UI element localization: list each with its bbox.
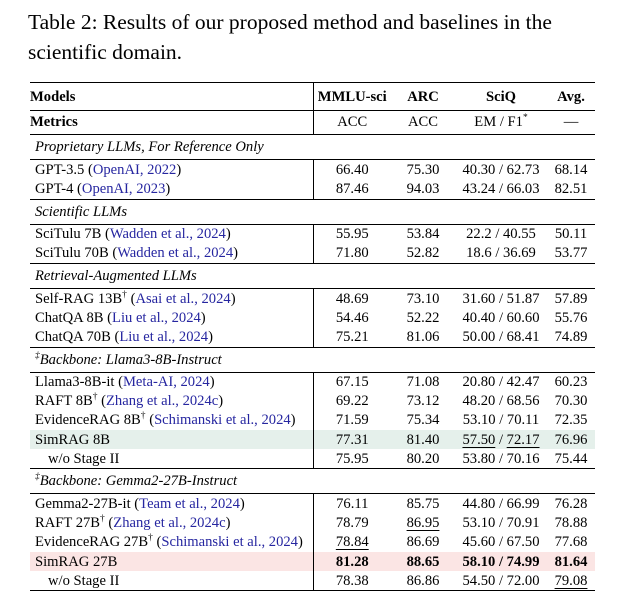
- section-label: [30, 135, 595, 160]
- table-row: [30, 392, 595, 411]
- superscript-mark: †: [148, 533, 153, 544]
- text-segment: ): [239, 496, 245, 513]
- text-segment: 20.80 / 42.47: [462, 374, 540, 391]
- results-table: [30, 82, 595, 591]
- value-cell: [455, 571, 547, 591]
- value-cell: [313, 533, 391, 552]
- text-segment: 53.80 / 70.16: [462, 450, 540, 467]
- text-segment: 74.89: [554, 328, 588, 345]
- text-segment: ): [209, 374, 215, 391]
- value-cell: [391, 392, 455, 411]
- value-cell: [391, 514, 455, 533]
- text-segment: 75.34: [406, 412, 440, 429]
- citation-link[interactable]: Zhang et al., 2024c: [113, 515, 226, 532]
- model-cell: [30, 533, 313, 552]
- table-row: [30, 514, 595, 533]
- text-segment: ChatQA 8B (: [35, 309, 113, 326]
- value-cell: [313, 372, 391, 392]
- section-row: [30, 199, 595, 224]
- text-segment: ): [225, 226, 231, 243]
- text-segment: 60.23: [554, 374, 588, 391]
- model-cell: [30, 327, 313, 347]
- text-segment: 80.20: [406, 450, 440, 467]
- text-segment: —: [563, 114, 579, 131]
- text-segment: 75.95: [335, 450, 369, 467]
- table-row: [30, 244, 595, 264]
- text-segment: MMLU-sci: [317, 89, 387, 106]
- text-segment: 52.82: [406, 245, 440, 262]
- text-segment: (: [97, 393, 106, 410]
- text-segment: w/o Stage II: [48, 572, 120, 589]
- model-cell: [30, 83, 313, 111]
- model-cell: [30, 111, 313, 135]
- text-segment: 77.68: [554, 534, 588, 551]
- text-segment: 40.30 / 62.73: [462, 161, 540, 178]
- value-cell: [455, 244, 547, 264]
- text-segment: 71.08: [406, 374, 440, 391]
- value-cell: [391, 372, 455, 392]
- model-cell: [30, 288, 313, 308]
- text-segment: ): [230, 290, 236, 307]
- text-segment: 76.96: [554, 431, 588, 448]
- value-cell: [391, 571, 455, 591]
- text-segment: 81.06: [406, 328, 440, 345]
- superscript-mark: *: [522, 113, 528, 124]
- value-cell: [547, 430, 595, 449]
- table-row: [30, 494, 595, 514]
- text-segment: 81.40: [406, 431, 440, 448]
- table-row: [30, 224, 595, 244]
- table-row: [30, 327, 595, 347]
- text-segment: 50.11: [554, 226, 588, 243]
- section-row: [30, 347, 595, 372]
- text-segment: Self-RAG 13B: [35, 290, 123, 307]
- text-segment: SciTulu 7B (: [35, 226, 110, 243]
- text-segment: SciTulu 70B (: [35, 245, 118, 262]
- value-cell: [391, 288, 455, 308]
- text-segment: Metrics: [30, 114, 78, 131]
- text-segment: 68.14: [554, 161, 588, 178]
- text-segment: 81.64: [554, 553, 588, 570]
- table-row: [30, 449, 595, 469]
- text-segment: ChatQA 70B (: [35, 328, 120, 345]
- text-segment: GPT-3.5 (: [35, 161, 93, 178]
- table-caption: Table 2: Results of our proposed method and baselines in the scientific domain.: [28, 10, 552, 65]
- value-cell: [455, 372, 547, 392]
- text-segment: 43.24 / 66.03: [462, 180, 540, 197]
- model-cell: [30, 494, 313, 514]
- superscript-mark: †: [140, 411, 146, 422]
- value-cell: [391, 411, 455, 430]
- text-segment: 75.30: [406, 161, 440, 178]
- value-cell: [391, 111, 455, 135]
- value-cell: [455, 179, 547, 199]
- value-cell: [547, 533, 595, 552]
- value-cell: [547, 308, 595, 327]
- table-row: [30, 533, 595, 552]
- text-segment: ): [208, 328, 213, 345]
- text-segment: 57.89: [554, 290, 588, 307]
- text-segment: (: [126, 290, 136, 307]
- text-segment: 53.84: [406, 226, 440, 243]
- value-cell: [391, 160, 455, 180]
- value-cell: [455, 552, 547, 571]
- text-segment: Backbone: Gemma2-27B-Instruct: [39, 473, 238, 490]
- value-cell: [547, 372, 595, 392]
- text-segment: 85.75: [406, 496, 440, 513]
- value-cell: [455, 514, 547, 533]
- value-cell: [547, 224, 595, 244]
- text-segment: 54.46: [335, 309, 369, 326]
- value-cell: [455, 533, 547, 552]
- value-cell: [391, 179, 455, 199]
- text-segment: ): [225, 515, 231, 532]
- section-label: [30, 263, 595, 288]
- header-row: [30, 83, 595, 111]
- value-cell: [547, 111, 595, 135]
- value-cell: [455, 308, 547, 327]
- section-row: [30, 469, 595, 494]
- value-cell: [313, 111, 391, 135]
- model-cell: [30, 244, 313, 264]
- value-cell: [547, 514, 595, 533]
- text-segment: 78.79: [335, 515, 369, 532]
- text-segment: EvidenceRAG 8B: [35, 412, 141, 429]
- citation-link[interactable]: Liu et al., 2024: [119, 328, 209, 345]
- text-segment: ): [200, 309, 206, 326]
- table-row: [30, 179, 595, 199]
- text-segment: 52.22: [406, 309, 440, 326]
- text-segment: 79.08: [554, 572, 588, 589]
- text-segment: 55.95: [335, 226, 369, 243]
- text-segment: 53.10 / 70.11: [462, 412, 540, 429]
- citation-link[interactable]: Meta-AI, 2024: [122, 374, 210, 391]
- value-cell: [391, 430, 455, 449]
- value-cell: [313, 449, 391, 469]
- value-cell: [547, 244, 595, 264]
- value-cell: [455, 392, 547, 411]
- text-segment: RAFT 8B: [35, 393, 93, 410]
- text-segment: GPT-4 (: [35, 180, 82, 197]
- value-cell: [391, 308, 455, 327]
- text-segment: EM / F1: [474, 114, 523, 131]
- text-segment: 86.95: [406, 515, 440, 532]
- citation-link[interactable]: Team et al., 2024: [139, 496, 240, 513]
- value-cell: [547, 411, 595, 430]
- text-segment: 76.28: [554, 496, 588, 513]
- value-cell: [391, 494, 455, 514]
- value-cell: [313, 308, 391, 327]
- text-segment: 53.10 / 70.91: [462, 515, 540, 532]
- text-segment: 75.44: [554, 450, 588, 467]
- model-cell: [30, 430, 313, 449]
- text-segment: 75.21: [335, 328, 369, 345]
- text-segment: 72.35: [554, 412, 588, 429]
- text-segment: 22.2 / 40.55: [466, 226, 536, 243]
- text-segment: Proprietary LLMs, For Reference Only: [35, 139, 264, 156]
- value-cell: [391, 449, 455, 469]
- text-segment: Gemma2-27B-it (: [35, 496, 140, 513]
- text-segment: (: [152, 534, 162, 551]
- text-segment: Models: [30, 89, 76, 106]
- text-segment: 78.38: [335, 572, 369, 589]
- text-segment: 66.40: [335, 161, 369, 178]
- citation-link[interactable]: Liu et al., 2024: [112, 309, 201, 326]
- table-row: [30, 308, 595, 327]
- superscript-mark: ‡: [35, 472, 40, 483]
- text-segment: 86.69: [406, 534, 440, 551]
- text-segment: 71.80: [335, 245, 369, 262]
- text-segment: 71.59: [335, 412, 369, 429]
- value-cell: [455, 411, 547, 430]
- text-segment: RAFT 27B: [35, 515, 101, 532]
- text-segment: ACC: [337, 114, 368, 131]
- model-cell: [30, 224, 313, 244]
- value-cell: [313, 244, 391, 264]
- value-cell: [391, 244, 455, 264]
- text-segment: ): [165, 180, 171, 197]
- value-cell: [547, 494, 595, 514]
- text-segment: 76.11: [336, 496, 369, 513]
- text-segment: SciQ: [486, 89, 516, 106]
- text-segment: EvidenceRAG 27B: [35, 534, 149, 551]
- text-segment: Avg.: [557, 89, 585, 106]
- value-cell: [547, 179, 595, 199]
- text-segment: 55.76: [554, 309, 588, 326]
- text-segment: (: [145, 412, 155, 429]
- text-segment: 78.88: [554, 515, 588, 532]
- text-segment: 81.28: [335, 553, 369, 570]
- table-row: [30, 430, 595, 449]
- text-segment: 94.03: [406, 180, 440, 197]
- value-cell: [391, 552, 455, 571]
- section-row: [30, 263, 595, 288]
- value-cell: [313, 571, 391, 591]
- value-cell: [547, 571, 595, 591]
- value-cell: [313, 514, 391, 533]
- citation-link[interactable]: Zhang et al., 2024c: [106, 393, 219, 410]
- value-cell: [313, 83, 391, 111]
- text-segment: 48.20 / 68.56: [462, 393, 540, 410]
- text-segment: ): [297, 534, 303, 551]
- text-segment: ): [290, 412, 296, 429]
- citation-link[interactable]: Schimanski et al., 2024: [161, 534, 298, 551]
- value-cell: [455, 160, 547, 180]
- value-cell: [313, 288, 391, 308]
- text-segment: 86.86: [406, 572, 440, 589]
- text-segment: ): [218, 393, 224, 410]
- value-cell: [313, 430, 391, 449]
- value-cell: [547, 449, 595, 469]
- text-segment: 77.31: [335, 431, 369, 448]
- text-segment: /: [495, 431, 507, 448]
- value-cell: [455, 83, 547, 111]
- text-segment: 31.60 / 51.87: [462, 290, 540, 307]
- citation-link[interactable]: OpenAI, 2022: [92, 161, 177, 178]
- value-cell: [455, 327, 547, 347]
- value-cell: [313, 411, 391, 430]
- value-cell: [391, 83, 455, 111]
- superscript-mark: †: [100, 514, 105, 525]
- value-cell: [547, 552, 595, 571]
- model-cell: [30, 160, 313, 180]
- text-segment: 57.50: [462, 431, 496, 448]
- text-segment: 87.46: [335, 180, 369, 197]
- section-row: [30, 135, 595, 160]
- text-segment: ARC: [407, 89, 439, 106]
- value-cell: [455, 430, 547, 449]
- text-segment: 54.50 / 72.00: [462, 572, 540, 589]
- text-segment: 53.77: [554, 245, 588, 262]
- text-segment: 88.65: [406, 553, 440, 570]
- text-segment: 48.69: [335, 290, 369, 307]
- table-row: [30, 411, 595, 430]
- text-segment: ): [176, 161, 182, 178]
- model-cell: [30, 514, 313, 533]
- citation-link[interactable]: Schimanski et al., 2024: [154, 412, 291, 429]
- value-cell: [455, 288, 547, 308]
- value-cell: [547, 288, 595, 308]
- citation-link[interactable]: Wadden et al., 2024: [109, 226, 226, 243]
- value-cell: [313, 392, 391, 411]
- superscript-mark: †: [92, 392, 98, 403]
- value-cell: [313, 552, 391, 571]
- table-row: [30, 372, 595, 392]
- value-cell: [391, 327, 455, 347]
- model-cell: [30, 392, 313, 411]
- citation-link[interactable]: Asai et al., 2024: [135, 290, 231, 307]
- text-segment: 73.10: [406, 290, 440, 307]
- value-cell: [455, 494, 547, 514]
- text-segment: 67.15: [335, 374, 369, 391]
- results-table-body: [30, 83, 595, 591]
- text-segment: ACC: [407, 114, 438, 131]
- value-cell: [313, 494, 391, 514]
- value-cell: [391, 533, 455, 552]
- value-cell: [455, 111, 547, 135]
- text-segment: Scientific LLMs: [35, 203, 128, 220]
- header-row: [30, 111, 595, 135]
- text-segment: 18.6 / 36.69: [466, 245, 536, 262]
- value-cell: [547, 83, 595, 111]
- text-segment: 58.10 / 74.99: [462, 553, 540, 570]
- value-cell: [547, 160, 595, 180]
- value-cell: [313, 327, 391, 347]
- model-cell: [30, 411, 313, 430]
- value-cell: [455, 449, 547, 469]
- text-segment: 70.30: [554, 393, 588, 410]
- text-segment: SimRAG 8B: [35, 431, 111, 448]
- value-cell: [313, 224, 391, 244]
- model-cell: [30, 571, 313, 591]
- section-label: [30, 469, 595, 494]
- text-segment: 72.17: [506, 431, 540, 448]
- citation-link[interactable]: OpenAI, 2023: [81, 180, 166, 197]
- citation-link[interactable]: Wadden et al., 2024: [117, 245, 234, 262]
- model-cell: [30, 449, 313, 469]
- text-segment: ): [233, 245, 239, 262]
- text-segment: 44.80 / 66.99: [462, 496, 540, 513]
- text-segment: 45.60 / 67.50: [462, 534, 540, 551]
- text-segment: 50.00 / 68.41: [462, 328, 540, 345]
- section-label: [30, 199, 595, 224]
- superscript-mark: †: [122, 289, 127, 300]
- table-row: [30, 571, 595, 591]
- table-row: [30, 552, 595, 571]
- text-segment: 40.40 / 60.60: [462, 309, 540, 326]
- text-segment: 73.12: [406, 393, 440, 410]
- text-segment: 69.22: [335, 393, 369, 410]
- text-segment: (: [104, 515, 114, 532]
- section-label: [30, 347, 595, 372]
- value-cell: [313, 179, 391, 199]
- text-segment: Backbone: Llama3-8B-Instruct: [39, 351, 222, 368]
- text-segment: 78.84: [335, 534, 369, 551]
- text-segment: w/o Stage II: [48, 450, 120, 467]
- model-cell: [30, 308, 313, 327]
- value-cell: [313, 160, 391, 180]
- value-cell: [547, 327, 595, 347]
- table-row: [30, 288, 595, 308]
- text-segment: Llama3-8B-it (: [35, 374, 123, 391]
- model-cell: [30, 372, 313, 392]
- table-row: [30, 160, 595, 180]
- value-cell: [455, 224, 547, 244]
- model-cell: [30, 552, 313, 571]
- text-segment: 82.51: [554, 180, 588, 197]
- model-cell: [30, 179, 313, 199]
- text-segment: SimRAG 27B: [35, 553, 118, 570]
- text-segment: Retrieval-Augmented LLMs: [35, 267, 197, 284]
- value-cell: [391, 224, 455, 244]
- value-cell: [547, 392, 595, 411]
- superscript-mark: ‡: [35, 350, 40, 361]
